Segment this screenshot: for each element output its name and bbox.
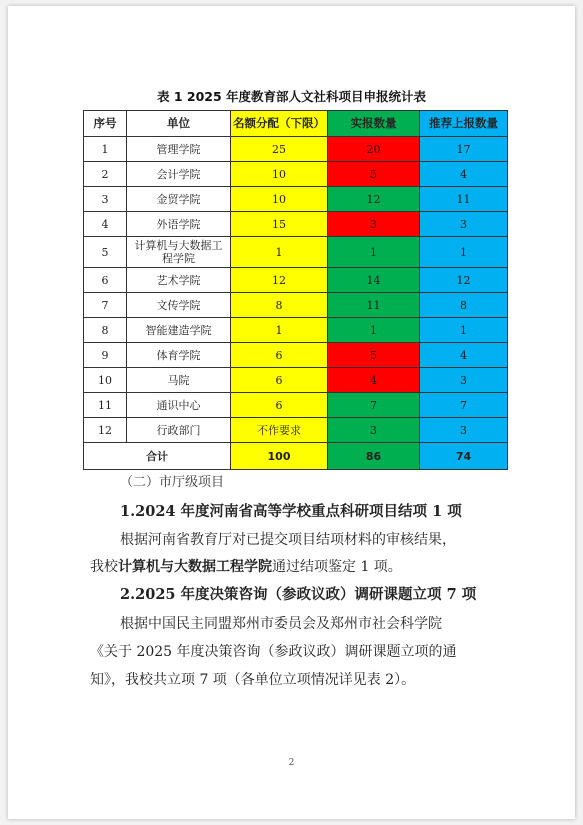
header-unit: 单位 bbox=[127, 111, 231, 137]
cell-quota: 10 bbox=[231, 162, 328, 187]
header-seq: 序号 bbox=[84, 111, 127, 137]
header-actual: 实报数量 bbox=[328, 111, 420, 137]
document-page bbox=[8, 6, 575, 819]
cell-actual: 1 bbox=[328, 237, 420, 268]
cell-recommended: 3 bbox=[420, 368, 508, 393]
cell-unit: 外语学院 bbox=[127, 212, 231, 237]
cell-actual: 11 bbox=[328, 293, 420, 318]
table-row bbox=[84, 237, 508, 268]
cell-total-actual: 86 bbox=[328, 443, 420, 470]
table-row bbox=[84, 418, 508, 443]
cell-actual: 5 bbox=[328, 343, 420, 368]
table-header-row bbox=[84, 111, 508, 137]
cell-recommended: 11 bbox=[420, 187, 508, 212]
cell-seq: 3 bbox=[84, 187, 127, 212]
cell-unit: 管理学院 bbox=[127, 137, 231, 162]
cell-recommended: 7 bbox=[420, 393, 508, 418]
cell-unit: 会计学院 bbox=[127, 162, 231, 187]
cell-unit: 金贸学院 bbox=[127, 187, 231, 212]
paragraph-2-line-3: 知》，我校共立项 7 项（各单位立项情况详见表 2）。 bbox=[90, 672, 416, 688]
table-body bbox=[84, 137, 508, 470]
cell-actual: 20 bbox=[328, 137, 420, 162]
cell-quota: 6 bbox=[231, 368, 328, 393]
cell-quota: 10 bbox=[231, 187, 328, 212]
cell-unit: 体育学院 bbox=[127, 343, 231, 368]
table-row bbox=[84, 187, 508, 212]
cell-unit: 艺术学院 bbox=[127, 268, 231, 293]
cell-quota: 8 bbox=[231, 293, 328, 318]
header-quota: 名额分配（下限） bbox=[231, 111, 328, 137]
cell-seq: 11 bbox=[84, 393, 127, 418]
paragraph-2-line-2: 《关于 2025 年度决策咨询（参政议政）调研课题立项的通 bbox=[90, 644, 457, 660]
section-heading-municipal: （二）市厅级项目 bbox=[120, 475, 225, 490]
cell-seq: 4 bbox=[84, 212, 127, 237]
cell-recommended: 8 bbox=[420, 293, 508, 318]
table-row bbox=[84, 293, 508, 318]
cell-actual: 4 bbox=[328, 368, 420, 393]
cell-recommended: 3 bbox=[420, 212, 508, 237]
cell-actual: 12 bbox=[328, 187, 420, 212]
cell-quota: 12 bbox=[231, 268, 328, 293]
cell-recommended: 1 bbox=[420, 318, 508, 343]
cell-recommended: 1 bbox=[420, 237, 508, 268]
item-heading-1: 1.2024 年度河南省高等学校重点科研项目结项 1 项 bbox=[120, 503, 462, 520]
cell-actual: 7 bbox=[328, 393, 420, 418]
paragraph-2-line-1: 根据中国民主同盟郑州市委员会及郑州市社会科学院 bbox=[120, 616, 442, 632]
cell-quota: 6 bbox=[231, 393, 328, 418]
cell-recommended: 17 bbox=[420, 137, 508, 162]
page-number: 2 bbox=[288, 758, 295, 768]
table-row bbox=[84, 368, 508, 393]
table-row bbox=[84, 137, 508, 162]
cell-unit: 文传学院 bbox=[127, 293, 231, 318]
cell-recommended: 12 bbox=[420, 268, 508, 293]
cell-actual: 1 bbox=[328, 318, 420, 343]
cell-seq: 2 bbox=[84, 162, 127, 187]
cell-quota: 1 bbox=[231, 237, 328, 268]
cell-actual: 3 bbox=[328, 212, 420, 237]
cell-seq: 10 bbox=[84, 368, 127, 393]
cell-total-recommended: 74 bbox=[420, 443, 508, 470]
table-caption: 表 1 2025 年度教育部人文社科项目申报统计表 bbox=[156, 89, 427, 104]
paragraph-1-line-2 bbox=[90, 553, 510, 581]
cell-unit: 行政部门 bbox=[127, 418, 231, 443]
cell-total-quota: 100 bbox=[231, 443, 328, 470]
item-heading-2: 2.2025 年度决策咨询（参政议政）调研课题立项 7 项 bbox=[120, 586, 477, 603]
cell-actual: 14 bbox=[328, 268, 420, 293]
cell-unit: 马院 bbox=[127, 368, 231, 393]
cell-recommended: 4 bbox=[420, 162, 508, 187]
table-row bbox=[84, 268, 508, 293]
cell-quota: 15 bbox=[231, 212, 328, 237]
cell-seq: 6 bbox=[84, 268, 127, 293]
paragraph-1-line-1: 根据河南省教育厅对已提交项目结项材料的审核结果， bbox=[120, 532, 456, 548]
cell-actual: 5 bbox=[328, 162, 420, 187]
table-row bbox=[84, 162, 508, 187]
cell-seq: 1 bbox=[84, 137, 127, 162]
cell-unit: 计算机与大数据工程学院 bbox=[127, 237, 231, 268]
cell-seq: 12 bbox=[84, 418, 127, 443]
cell-recommended: 3 bbox=[420, 418, 508, 443]
cell-seq: 9 bbox=[84, 343, 127, 368]
table-total-row bbox=[84, 443, 508, 470]
header-recommended: 推荐上报数量 bbox=[420, 111, 508, 137]
cell-unit: 智能建造学院 bbox=[127, 318, 231, 343]
table-row bbox=[84, 343, 508, 368]
paragraph-1-prefix: 我校 bbox=[90, 559, 118, 575]
cell-quota: 6 bbox=[231, 343, 328, 368]
table-row bbox=[84, 318, 508, 343]
cell-quota: 不作要求 bbox=[231, 418, 328, 443]
table-row bbox=[84, 393, 508, 418]
cell-recommended: 4 bbox=[420, 343, 508, 368]
cell-seq: 5 bbox=[84, 237, 127, 268]
cell-total-label: 合计 bbox=[84, 443, 231, 470]
application-statistics-table bbox=[83, 110, 508, 470]
cell-unit: 通识中心 bbox=[127, 393, 231, 418]
cell-quota: 1 bbox=[231, 318, 328, 343]
paragraph-1-suffix: 通过结项鉴定 1 项。 bbox=[272, 559, 402, 575]
cell-seq: 8 bbox=[84, 318, 127, 343]
table-row bbox=[84, 212, 508, 237]
highlighted-college-name: 计算机与大数据工程学院 bbox=[118, 559, 272, 575]
cell-seq: 7 bbox=[84, 293, 127, 318]
cell-quota: 25 bbox=[231, 137, 328, 162]
cell-actual: 3 bbox=[328, 418, 420, 443]
